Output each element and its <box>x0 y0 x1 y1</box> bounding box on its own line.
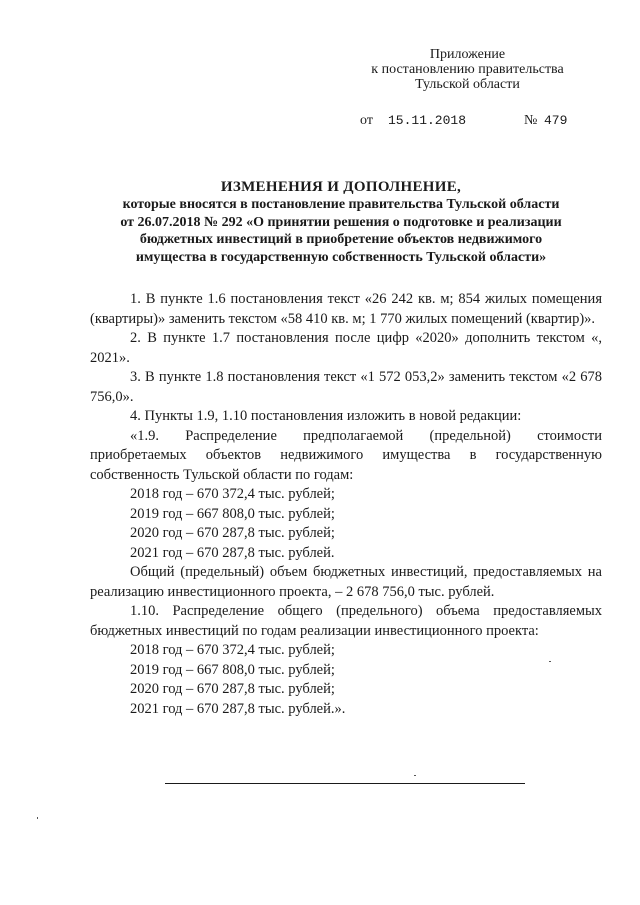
year-line: 2021 год – 670 287,8 тыс. рублей. <box>130 544 335 561</box>
appendix-header <box>360 47 575 92</box>
year-line: 2018 год – 670 372,4 тыс. рублей; <box>130 486 335 502</box>
year-line: 2020 год – 670 287,8 тыс. рублей; <box>130 525 335 541</box>
document-body <box>90 290 602 719</box>
scan-speck <box>414 775 416 776</box>
year-line: 2021 год – 670 287,8 тыс. рублей.». <box>130 700 346 717</box>
scan-speck <box>37 817 38 819</box>
year-line: 2018 год – 670 372,4 тыс. рублей; <box>130 642 335 658</box>
title-line-2: от 26.07.2018 № 292 «О принятии решения о подготовке и реализации <box>120 214 562 230</box>
from-label: от <box>360 113 373 128</box>
item-2: 2. В пункте 1.7 постановления после цифр «2020» дополнить текстом «, 2021». <box>90 330 602 366</box>
item-1-10: 1.10. Распределение общего (предельного) объема предоставляемых бюджетных инвестиций по годам реализации инвестиционного проекта: <box>90 603 602 639</box>
item-1: 1. В пункте 1.6 постановления текст «26 242 кв. м; 854 жилых помещения (квартиры)» заменить текстом «58 410 кв. м; 1 770 жилых помещений (квартир)». <box>90 291 602 327</box>
number-label: № <box>524 113 538 128</box>
title-line-1: которые вносятся в постановление правительства Тульской области <box>122 197 560 212</box>
year-line: 2019 год – 667 808,0 тыс. рублей; <box>130 505 335 522</box>
item-3: 3. В пункте 1.8 постановления текст «1 572 053,2» заменить текстом «2 678 756,0». <box>90 369 602 405</box>
total-paragraph: Общий (предельный) объем бюджетных инвестиций, предоставляемых на реализацию инвестиционного проекта, – 2 678 756,0 тыс. рублей. <box>90 564 602 600</box>
year-line: 2019 год – 667 808,0 тыс. рублей; <box>130 661 335 678</box>
item-1-9: «1.9. Распределение предполагаемой (предельной) стоимости приобретаемых объектов недвижимого имущества в государственную собственность Тульской области по годам: <box>90 427 602 483</box>
appendix-line-2: к постановлению правительства <box>371 62 564 77</box>
item-4: 4. Пункты 1.9, 1.10 постановления изложить в новой редакции: <box>130 408 522 424</box>
year-line: 2020 год – 670 287,8 тыс. рублей; <box>130 681 335 697</box>
closing-rule <box>165 783 525 784</box>
appendix-line-1: Приложение <box>429 47 506 62</box>
title-line-3: бюджетных инвестиций в приобретение объектов недвижимого <box>139 232 543 247</box>
appendix-line-3: Тульской области <box>415 77 520 92</box>
document-title <box>80 178 602 266</box>
scan-speck <box>549 661 551 662</box>
decree-date: 15.11.2018 <box>388 113 467 128</box>
registration-line <box>360 113 575 131</box>
decree-number: 479 <box>544 113 568 128</box>
title-line-4: имущества в государственную собственность Тульской области» <box>135 249 547 265</box>
title-main: ИЗМЕНЕНИЯ И ДОПОЛНЕНИЕ, <box>220 179 462 195</box>
